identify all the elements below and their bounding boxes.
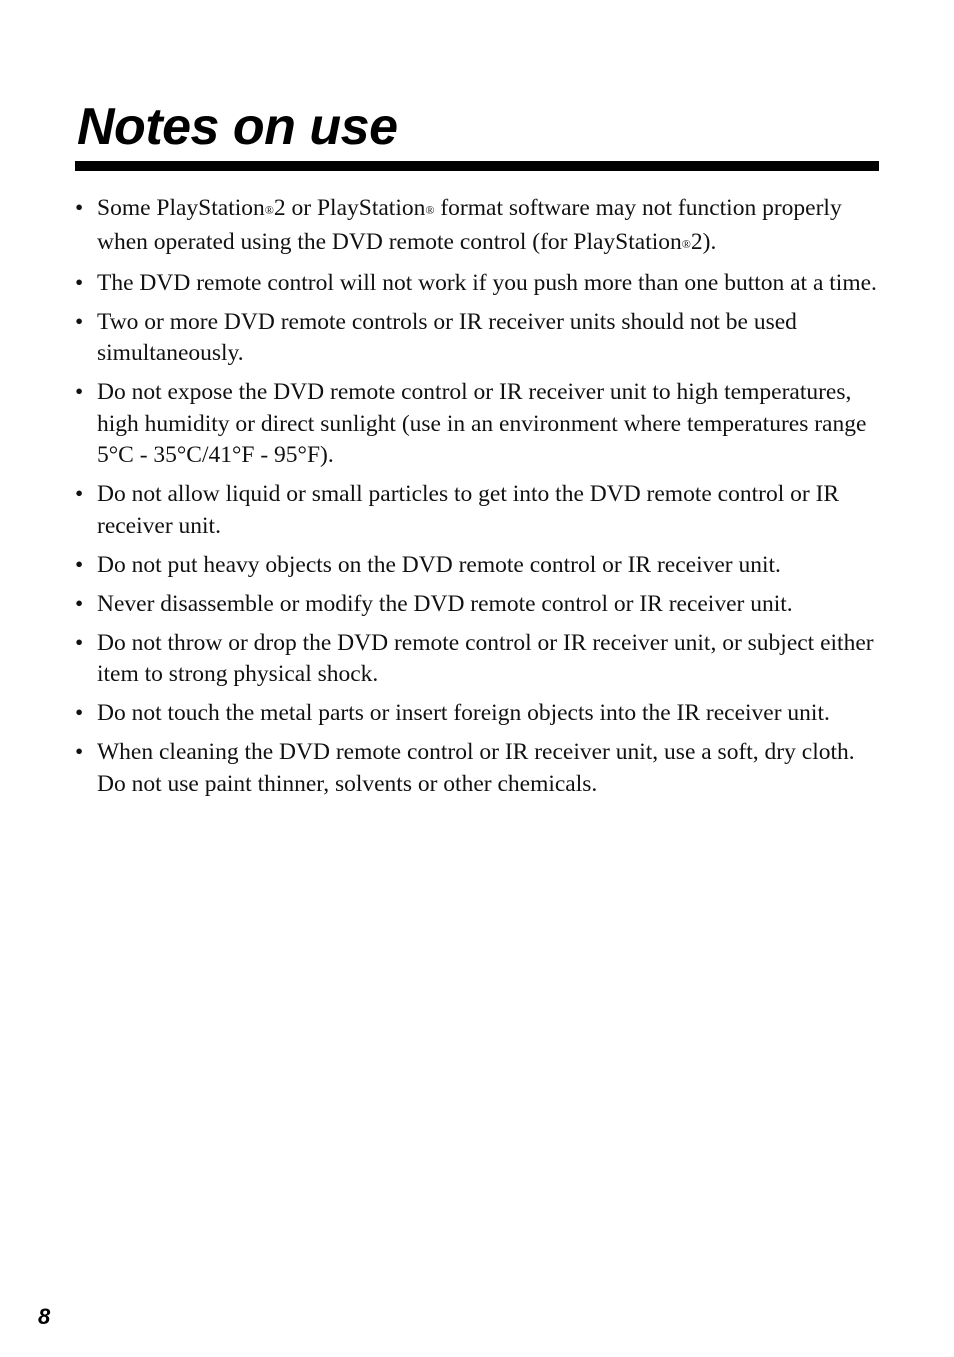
- bullet: •: [75, 308, 84, 335]
- bullet: •: [75, 551, 84, 578]
- bullet: •: [75, 700, 84, 726]
- list-item: [75, 698, 885, 730]
- bullet: •: [75, 195, 84, 221]
- title-rule: [75, 161, 879, 171]
- list-item: [75, 377, 885, 472]
- bullet: •: [75, 481, 84, 507]
- note-text: The DVD remote control will not work if you push more than one button at a time.: [97, 269, 877, 296]
- note-text: format software may not function properly when operated using the DVD remote control (for PlayStation: [97, 195, 842, 255]
- list-item: [75, 479, 885, 542]
- note-text: 2 or PlayStation: [273, 195, 426, 221]
- list-item: [75, 550, 885, 582]
- list-item: [75, 193, 885, 260]
- list-item: [75, 268, 885, 300]
- registered-mark: ®: [681, 236, 691, 251]
- note-text: Do not allow liquid or small particles to get into the DVD remote control or IR receiver unit.: [97, 481, 840, 539]
- note-text: Do not expose the DVD remote control or IR receiver unit to high temperatures, high humidity or direct sunlight (use in an environment where temperatures range 5°C - 35°C/41°F - 95°F).: [97, 379, 867, 468]
- note-text: Do not throw or drop the DVD remote control or IR receiver unit, or subject either item to strong physical shock.: [97, 629, 874, 687]
- bullet: •: [75, 590, 84, 617]
- registered-mark: ®: [264, 203, 274, 217]
- page-number: 8: [38, 1304, 51, 1329]
- list-item: [75, 307, 885, 370]
- note-text: When cleaning the DVD remote control or IR receiver unit, use a soft, dry cloth. Do not use paint thinner, solvents or other chemicals.: [97, 739, 855, 797]
- list-item: [75, 628, 885, 691]
- note-text: Do not touch the metal parts or insert foreign objects into the IR receiver unit.: [97, 700, 830, 726]
- bullet: •: [75, 739, 84, 765]
- note-text: Two or more DVD remote controls or IR receiver units should not be used simultaneously.: [97, 308, 797, 366]
- note-text: Never disassemble or modify the DVD remote control or IR receiver unit.: [97, 590, 793, 617]
- notes-list: [75, 193, 885, 808]
- bullet: •: [75, 379, 84, 405]
- bullet: •: [75, 269, 84, 296]
- note-text: 2).: [690, 228, 717, 255]
- registered-mark: ®: [425, 203, 435, 217]
- note-text: Do not put heavy objects on the DVD remote control or IR receiver unit.: [97, 551, 781, 578]
- page-title: Notes on use: [77, 98, 398, 156]
- bullet: •: [75, 629, 84, 656]
- note-text: Some PlayStation: [97, 195, 265, 221]
- list-item: [75, 589, 885, 621]
- list-item: [75, 737, 885, 800]
